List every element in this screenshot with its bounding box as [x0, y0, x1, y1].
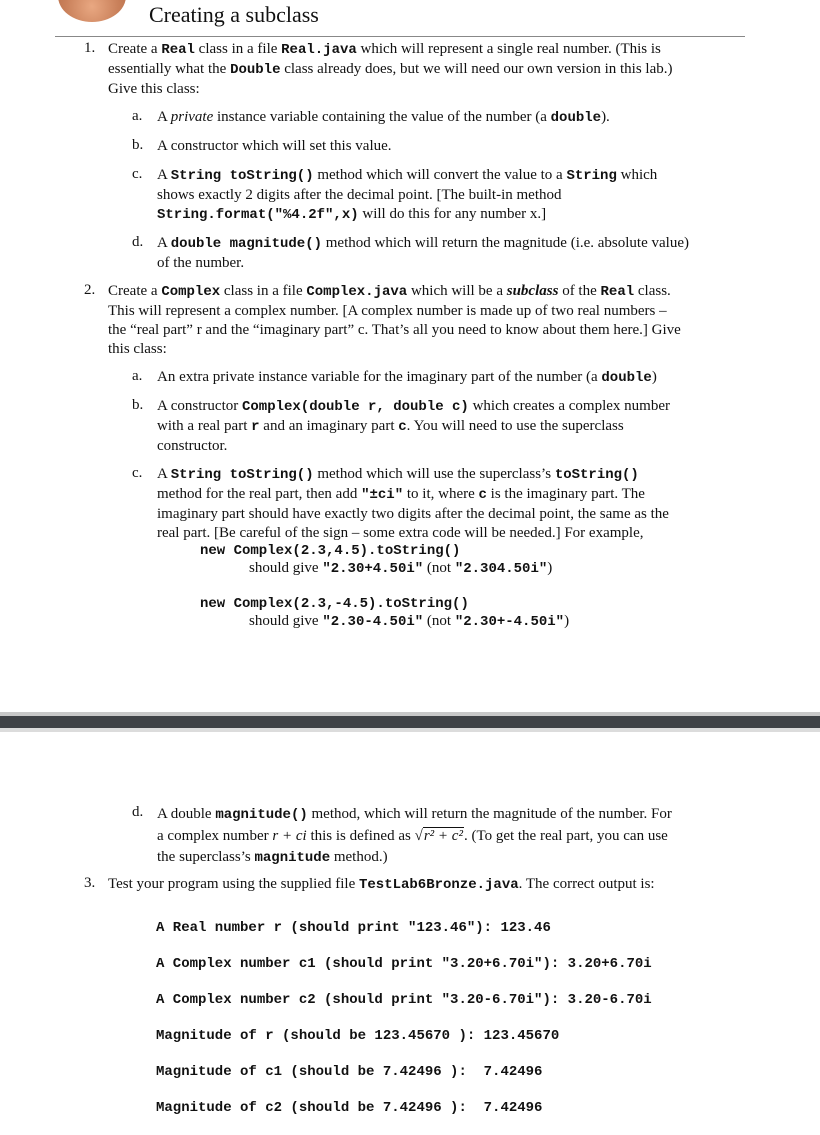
output-line: A Real number r (should print "123.46"): 123.46 — [156, 920, 551, 936]
expected-output — [156, 901, 652, 1135]
page-break-separator — [0, 716, 820, 728]
page-title: Creating a subclass — [149, 2, 319, 27]
item-2d-text: A double magnitude() method, which will return the magnitude of the number. For a complex number r + ci this is defined as √r² + c². (To get the real part, you can use the superclass’s magnitude method.) — [157, 806, 672, 866]
sub-label-2a: a. — [132, 368, 143, 384]
example-2-result: should give "2.30-4.50i" (not "2.30+-4.50i") — [249, 613, 570, 630]
sub-label-1c: c. — [132, 166, 143, 182]
output-line: Magnitude of c1 (should be 7.42496 ): 7.42496 — [156, 1064, 543, 1080]
example-2-code: new Complex(2.3,-4.5).toString() — [200, 596, 469, 612]
sqrt-expression: √r² + c² — [414, 828, 463, 844]
item-1a-text: A private instance variable containing the value of the number (a double). — [157, 109, 610, 126]
sub-label-1d: d. — [132, 234, 144, 250]
item-2c-text: A String toString() method which will use the superclass’s toString() method for the real part, then add "±ci" to it, where c is the imaginary part. The imaginary part should have exactly two digits after the decimal point, the same as the real part. [Be careful of the sign – some extra code will be needed.] For example, — [157, 466, 669, 541]
title-rule — [55, 36, 745, 37]
example-1-code: new Complex(2.3,4.5).toString() — [200, 543, 461, 559]
item-1-text: Create a Real class in a file Real.java which will represent a single real number. (This is essentially what the Double class already does, but we will need our own version in this lab.) Give this class: — [108, 41, 673, 97]
output-line: Magnitude of c2 (should be 7.42496 ): 7.42496 — [156, 1100, 543, 1116]
item-2-text: Create a Complex class in a file Complex.java which will be a subclass of the Real class. This will represent a complex number. [A complex number is made up of two real numbers – the “real part” r and the “imaginary part” c. That’s all you need to know about them here.] Give this class: — [108, 283, 681, 357]
sub-label-2d: d. — [132, 804, 144, 820]
item-2a-text: An extra private instance variable for the imaginary part of the number (a double) — [157, 369, 657, 386]
sub-label-2c: c. — [132, 465, 143, 481]
sub-label-2b: b. — [132, 397, 144, 413]
item-number-2: 2. — [84, 282, 96, 298]
sub-label-1b: b. — [132, 137, 144, 153]
logo — [58, 0, 126, 22]
item-1b-text: A constructor which will set this value. — [157, 138, 392, 154]
item-number-3: 3. — [84, 875, 96, 891]
output-line: A Complex number c1 (should print "3.20+6.70i"): 3.20+6.70i — [156, 956, 652, 972]
item-2b-text: A constructor Complex(double r, double c) which creates a complex number with a real part r and an imaginary part c. You will need to use the superclass constructor. — [157, 398, 670, 454]
example-1-result: should give "2.30+4.50i" (not "2.304.50i") — [249, 560, 553, 577]
sub-label-1a: a. — [132, 108, 143, 124]
output-line: Magnitude of r (should be 123.45670 ): 123.45670 — [156, 1028, 560, 1044]
item-1d-text: A double magnitude() method which will return the magnitude (i.e. absolute value) of the number. — [157, 235, 689, 271]
item-number-1: 1. — [84, 40, 96, 56]
page-break-shadow-bottom — [0, 728, 820, 732]
item-1c-text: A String toString() method which will convert the value to a String which shows exactly 2 digits after the decimal point. [The built-in method String.format("%4.2f",x) will do this for any number x.] — [157, 167, 658, 223]
output-line: A Complex number c2 (should print "3.20-6.70i"): 3.20-6.70i — [156, 992, 652, 1008]
item-3-text: Test your program using the supplied file TestLab6Bronze.java. The correct output is: — [108, 876, 655, 893]
